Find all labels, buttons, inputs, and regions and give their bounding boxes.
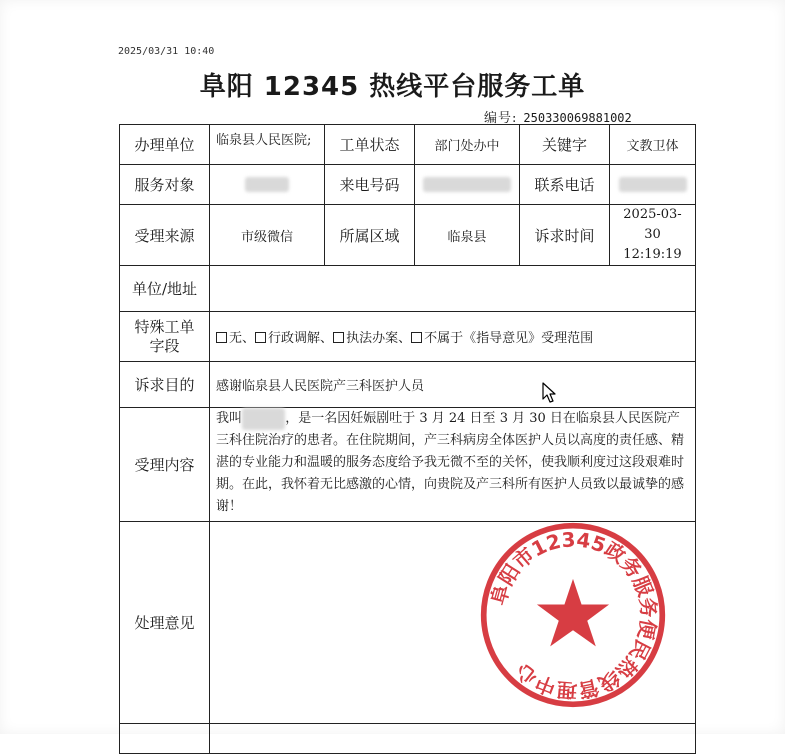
redacted-name [245,177,288,192]
ticket-status-text: 部门处办中 [434,139,500,154]
serial-value: 250330069881002 [523,111,632,125]
table-row [120,312,696,362]
keyword-value: 文教卫体 [610,125,696,165]
request-time-clock: 12:19:19 [623,247,682,262]
redacted-patient-name [242,408,285,430]
redacted-contact-phone [619,177,687,192]
request-time-label: 诉求时间 [520,205,610,266]
table-row [120,125,696,165]
checkbox-mediation[interactable] [255,332,266,343]
contact-phone-label: 联系电话 [520,165,610,205]
keyword-label: 关键字 [520,125,610,165]
ticket-status-value [415,125,520,165]
service-target-label: 服务对象 [120,165,210,205]
address-label: 单位/地址 [120,266,210,312]
document-title: 阜阳 12345 热线平台服务工单 [199,72,586,102]
request-time-value [610,205,696,266]
ticket-status-label: 工单状态 [325,125,415,165]
source-label: 受理来源 [120,205,210,266]
region-value: 临泉县 [415,205,520,266]
service-target-value [210,165,325,205]
table-row [120,205,696,266]
caller-number-value [415,165,520,205]
purpose-value: 感谢临泉县人民医院产三科医护人员 [210,362,696,408]
seal-text: 阜阳市12345政务服务便民热线管理中心 [486,527,661,703]
special-fields-label-line2: 字段 [149,336,180,355]
serial-label: 编号: [484,111,518,126]
option-law-enforcement-label: 执法办案 [346,331,399,346]
special-fields-label-line1: 特殊工单 [134,317,195,336]
table-row [120,165,696,205]
empty-cell [120,724,210,754]
option-none-label: 无 [229,331,243,346]
content-text-start: 我叫 [216,411,243,426]
table-row [120,266,696,312]
empty-cell [210,724,696,754]
mouse-pointer-icon [542,382,558,404]
request-time-date: 2025-03-30 [623,207,682,242]
special-fields-label [120,312,210,362]
contact-phone-value [610,165,696,205]
redacted-caller-number [423,177,512,192]
checkbox-law-enforcement[interactable] [333,332,344,343]
content-value [210,408,696,522]
table-row [120,408,696,522]
option-mediation-label: 行政调解 [268,331,321,346]
purpose-label: 诉求目的 [120,362,210,408]
content-text-rest: ，是一名因妊娠剧吐于 3 月 24 日至 3 月 30 日在临泉县人民医院产三科住院治疗的患者。在住院期间，产三科病房全体医护人员以高度的责任感、精湛的专业能力和温暖的服务态度给予我无微不至的关怀，使我顺利度过这段艰难时期。在此，我怀着无比感激的心情，向贵院及产三科所有医护人员致以最诚挚的感谢！ [216,411,685,514]
handling-unit-label: 办理单位 [120,125,210,165]
table-row [120,362,696,408]
star-icon [537,579,609,646]
address-value [210,266,696,312]
handling-unit-value: 临泉县人民医院; [210,125,325,165]
special-fields-options: 无、 行政调解、 执法办案、 不属于《指导意见》受理范围 [210,312,696,362]
option-out-of-scope-label: 不属于《指导意见》受理范围 [424,331,594,346]
opinion-label: 处理意见 [120,522,210,724]
content-label: 受理内容 [120,408,210,522]
table-row [120,724,696,754]
official-seal [478,520,668,710]
caller-number-label: 来电号码 [325,165,415,205]
checkbox-none[interactable] [216,332,227,343]
region-label: 所属区域 [325,205,415,266]
source-value: 市级微信 [210,205,325,266]
checkbox-out-of-scope[interactable] [411,332,422,343]
print-datetime: 2025/03/31 10:40 [118,46,215,57]
